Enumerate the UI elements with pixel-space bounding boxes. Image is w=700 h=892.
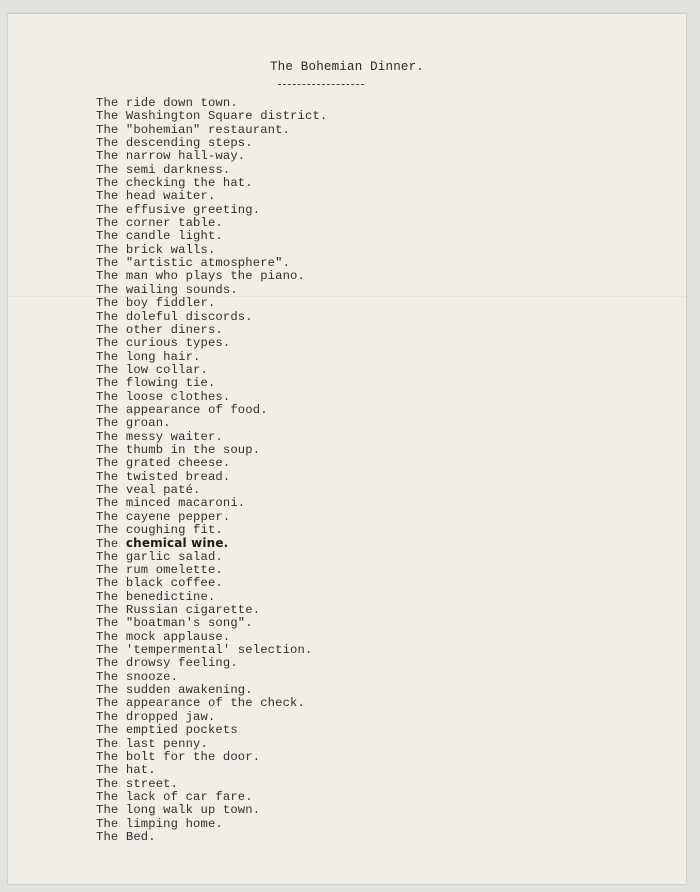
typed-line: The Bed. xyxy=(96,829,156,844)
typed-line: The corner table. xyxy=(96,216,223,231)
page-title: The Bohemian Dinner. xyxy=(269,60,425,74)
typed-line: The grated cheese. xyxy=(96,456,231,471)
typed-line: The effusive greeting. xyxy=(96,202,261,217)
typed-line: The 'tempermental' selection. xyxy=(96,643,313,658)
handwritten-correction: chemical wine. xyxy=(125,536,229,551)
typed-line: The hat. xyxy=(96,763,156,778)
typed-line: The low collar. xyxy=(96,362,208,377)
typed-line: The "boatman's song". xyxy=(96,616,253,631)
typed-line: The black coffee. xyxy=(96,576,223,591)
typed-line: The long walk up town. xyxy=(96,803,261,818)
typed-line: The bolt for the door. xyxy=(96,749,261,764)
typed-line: The checking the hat. xyxy=(96,176,253,191)
typed-line: The candle light. xyxy=(96,229,223,244)
typed-line: The snooze. xyxy=(96,669,179,684)
typed-line: The thumb in the soup. xyxy=(96,442,261,457)
typed-line: The limping home. xyxy=(96,816,223,831)
typed-line: The semi darkness. xyxy=(96,162,231,177)
typed-page xyxy=(8,14,686,884)
typed-line: The loose clothes. xyxy=(96,389,231,404)
typed-line: The appearance of the check. xyxy=(96,696,305,711)
typed-line: The boy fiddler. xyxy=(96,296,216,311)
typed-line: The cayene pepper. xyxy=(96,509,231,524)
typed-line: The long hair. xyxy=(96,349,201,364)
typed-line: The head waiter. xyxy=(96,189,216,204)
typed-line: The last penny. xyxy=(96,736,208,751)
typed-line: The doleful discords. xyxy=(96,309,253,324)
typed-line: The "artistic atmosphere". xyxy=(96,256,291,271)
typed-line: The ride down town. xyxy=(96,96,238,110)
typed-line: The narrow hall-way. xyxy=(96,149,246,164)
typed-line: The sudden awakening. xyxy=(96,683,253,698)
typed-line: The mock applause. xyxy=(96,629,231,644)
typed-line: The drowsy feeling. xyxy=(96,656,238,671)
typed-line: The Washington Square district. xyxy=(96,109,328,124)
typed-line: The other diners. xyxy=(96,322,223,337)
typed-line: The coughing fit. xyxy=(96,523,223,537)
typed-line: The veal paté. xyxy=(96,482,201,497)
typed-line: The Russian cigarette. xyxy=(96,603,261,618)
typed-line: The descending steps. xyxy=(96,136,253,151)
typed-line: The wailing sounds. xyxy=(96,282,238,297)
typed-line: The twisted bread. xyxy=(96,469,231,484)
typed-line: The garlic salad. xyxy=(96,549,223,564)
typed-line: The benedictine. xyxy=(96,589,216,604)
typed-line: The street. xyxy=(96,776,179,791)
typed-line: The man who plays the piano. xyxy=(96,269,305,284)
typed-line: The appearance of food. xyxy=(96,402,268,417)
typed-lines-list xyxy=(96,97,327,844)
typed-line: The curious types. xyxy=(96,336,231,351)
typed-line: The flowing tie. xyxy=(96,376,216,391)
typed-line: The dropped jaw. xyxy=(96,709,216,724)
typed-line: The minced macaroni. xyxy=(96,496,246,511)
typed-line: The "bohemian" restaurant. xyxy=(96,122,291,137)
typed-line: The messy waiter. xyxy=(96,429,223,444)
typed-line: The groan. xyxy=(96,416,171,431)
typed-line: The brick walls. xyxy=(96,242,216,257)
typed-line: The lack of car fare. xyxy=(96,789,253,804)
typed-line: The rum omelette. xyxy=(96,563,223,578)
title-underline xyxy=(278,84,364,85)
typed-line: The chemical wine. xyxy=(96,536,229,552)
typed-line: The emptied pockets xyxy=(96,723,238,738)
